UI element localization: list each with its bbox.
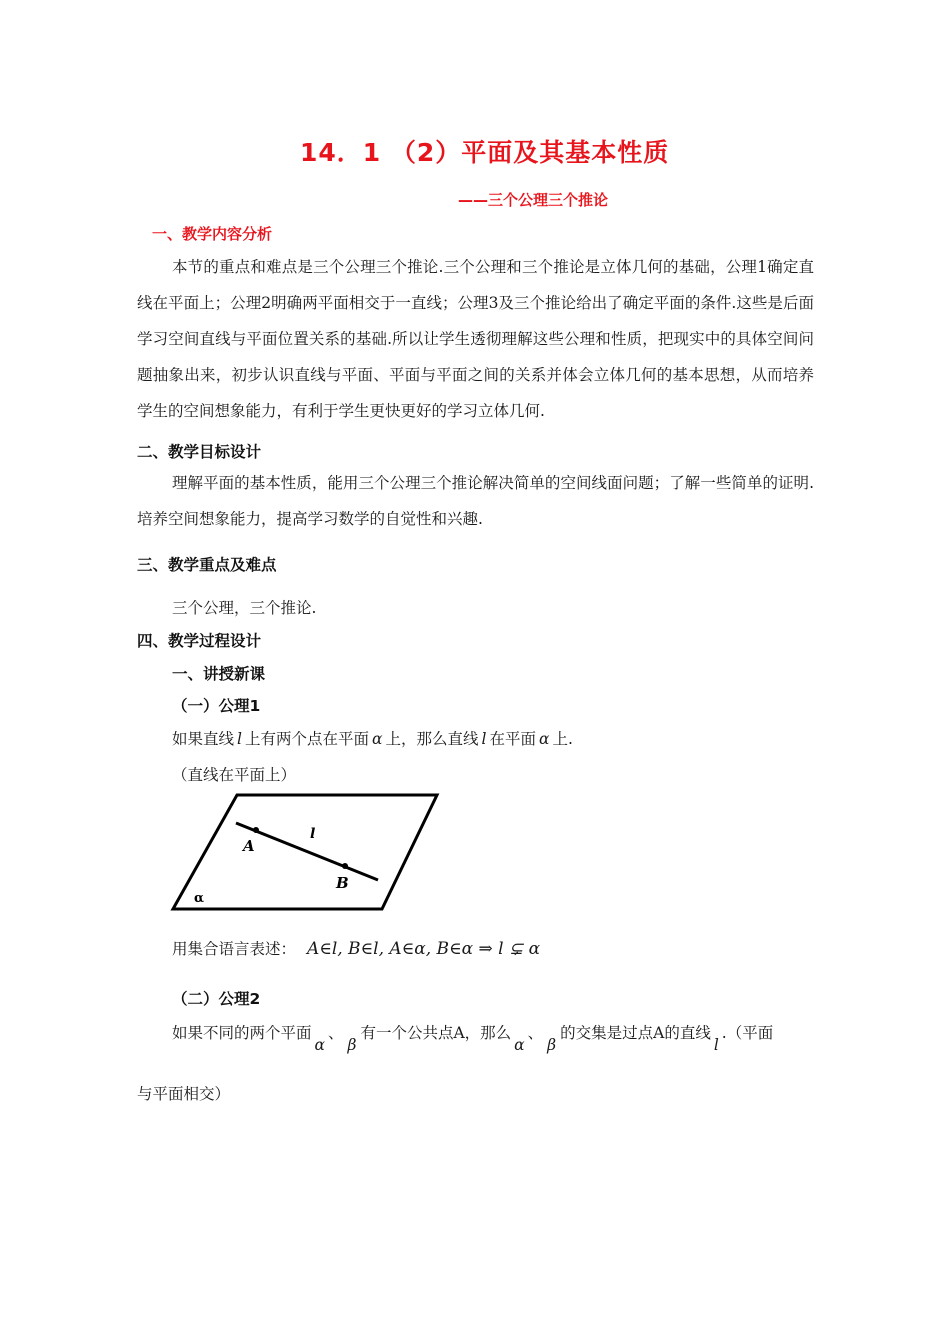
axiom2-text-d: .（平面 (721, 1024, 774, 1042)
separator: 、 (527, 1024, 544, 1042)
symbol-alpha: α (514, 1036, 525, 1054)
axiom1-text-c: 上，那么直线 (385, 730, 479, 748)
axiom2-statement (172, 1021, 774, 1054)
subsection-heading: 一、讲授新课 (172, 665, 266, 683)
point-b-dot (342, 863, 348, 869)
point-b-label: B (336, 874, 349, 892)
set-prefix: 用集合语言表述： (172, 940, 297, 958)
symbol-l: l (237, 730, 242, 748)
section2-paragraph: 理解平面的基本性质，能用三个公理三个推论解决简单的空间线面问题；了解一些简单的证明.培养空间想象能力，提高学习数学的自觉性和兴趣. (137, 474, 814, 528)
axiom1-text-d: 在平面 (489, 730, 536, 748)
point-a-label: A (243, 837, 255, 855)
axiom1-note: （直线在平面上） (172, 766, 297, 784)
axiom1-text-e: 上. (552, 730, 573, 748)
symbol-l: l (713, 1036, 719, 1054)
axiom1-statement (172, 727, 573, 749)
section2-heading: 二、教学目标设计 (137, 443, 262, 461)
axiom2-text-b: 有一个公共点A，那么 (360, 1024, 512, 1042)
axiom2-label: （二）公理2 (172, 990, 261, 1008)
plane-alpha-label: α (194, 891, 205, 906)
line-l-label: l (310, 826, 316, 842)
symbol-alpha: α (538, 730, 550, 748)
separator: 、 (327, 1024, 344, 1042)
axiom2-text-c: 的交集是过点A的直线 (560, 1024, 711, 1042)
page-title: 14．1 （2）平面及其基本性质 (300, 138, 670, 167)
section1-heading: 一、教学内容分析 (152, 225, 273, 243)
axiom1-text-a: 如果直线 (172, 730, 235, 748)
symbol-beta: β (547, 1036, 557, 1054)
point-a-dot (253, 827, 259, 833)
symbol-l: l (481, 730, 487, 748)
plane-line-figure (160, 785, 450, 920)
section1-paragraph: 本节的重点和难点是三个公理三个推论.三个公理和三个推论是立体几何的基础，公理1确定直线在平面上；公理2明确两平面相交于一直线；公理3及三个推论给出了确定平面的条件.这些是后面学习空间直线与平面位置关系的基础.所以让学生透彻理解这些公理和性质，把现实中的具体空间问题抽象出来，初步认识直线与平面、平面与平面之间的关系并体会立体几何的基本思想，从而培养学生的空间想象能力，有利于学生更快更好的学习立体几何. (137, 258, 814, 420)
section3-heading: 三、教学重点及难点 (137, 556, 277, 574)
axiom1-text-b: 上有两个点在平面 (244, 730, 369, 748)
section3-paragraph: 三个公理，三个推论. (172, 599, 317, 617)
page-subtitle: ——三个公理三个推论 (458, 191, 609, 209)
set-expression: A∈l, B∈l, A∈α, B∈α ⇒ l ⊊ α (306, 939, 541, 959)
section4-heading: 四、教学过程设计 (137, 632, 262, 650)
axiom2-text-cont: 与平面相交） (137, 1085, 231, 1103)
symbol-alpha: α (314, 1036, 325, 1054)
axiom2-text-a: 如果不同的两个平面 (172, 1024, 312, 1042)
set-language-line (172, 937, 540, 959)
symbol-alpha: α (372, 730, 383, 748)
symbol-beta: β (347, 1036, 357, 1054)
axiom1-label: （一）公理1 (172, 697, 261, 715)
